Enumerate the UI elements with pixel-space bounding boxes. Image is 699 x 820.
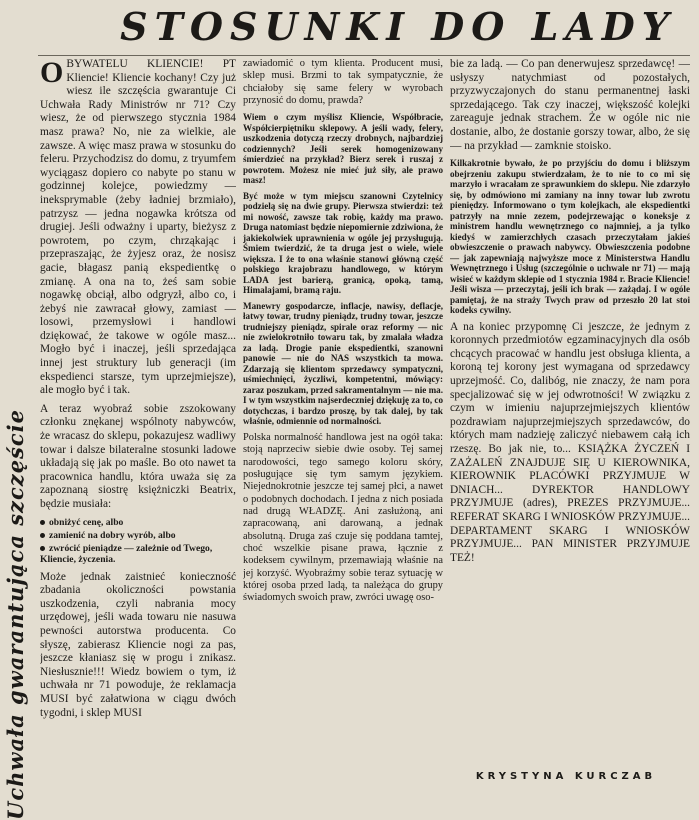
column-2 bbox=[243, 58, 443, 794]
paragraph: A teraz wyobraź sobie zszokowany członku znękanej wspólnoty nabywców, że wracasz do sklepu, pokazujesz wadliwy towar i dalsze bilateralne stosunki ladowe układają się jak po maśle. Bo oto nawet ta pracownica handlu, która uważa się za zapoznaną siostrę księżniczki Beatrix, będzie musiała: bbox=[40, 402, 236, 510]
drop-cap: O bbox=[40, 58, 64, 89]
list-item: zamienić na dobry wyrób, albo bbox=[40, 530, 236, 541]
side-title: Uchwała gwarantująca szczęście bbox=[3, 408, 28, 820]
column-divider bbox=[38, 55, 690, 56]
paragraph: Polska normalność handlowa jest na ogół taka: stoją naprzeciw siebie dwie osoby. Tej samej narodowości, tego samego koloru skóry, posługujące się tym samym językiem. Niejednokrotnie jeszcze tej samej płci, a nawet o podobnych dochodach. I jedna z nich posiada nad drugą WŁADZĘ. Ani zasłużoną, ani zapracowaną, ani darowaną, a jednak absolutną. Druga zaś czuje się poddana tamtej, choć wszelkie pisane prawa, łącznie z kodeksem cywilnym, przemawiają właśnie na jej korzyść. Wyobraźmy sobie teraz sytuację w której osoba przed ladą, ta należąca do grupy świadomych swoich praw, zwróci uwagę oso- bbox=[243, 431, 443, 604]
list-item: obniżyć cenę, albo bbox=[40, 517, 236, 528]
intro-paragraph bbox=[40, 58, 236, 398]
column-3 bbox=[450, 58, 690, 766]
article-title: STOSUNKI DO LADY bbox=[120, 4, 676, 49]
paragraph: Może jednak zaistnieć konieczność zbadania okoliczności powstania uszkodzenia, czyli nabrania mocy urzędowej, jeśli wada towaru nie nasuwa pewności autorstwa producenta. Co słyszę, zabierasz Kliencie nogi za pas, jeszcze kłaniasz się w progu i znikasz. Niesłusznie!!! Wiedz bowiem o tym, iż uchwała nr 71 powoduje, że reklamacja MUSI być załatwiona w ciągu dwóch tygodni, i sklep MUSI bbox=[40, 570, 236, 719]
column-1 bbox=[40, 58, 236, 794]
paragraph: A na koniec przypomnę Ci jeszcze, że jednym z koronnych przedmiotów egzaminacyjnych dla osób chcących pracować w handlu jest obsługa klienta, a koroną tej korony jest wymagana od sprzedawcy uprzejmość. Co, dalibóg, nie znaczy, że nam pora specjalizować się w jej odwrotności! W związku z czym w imieniu najuprzejmiejszych klientów pozdrawiam najuprzejmiejszych sprzedawców, do których mam nadzieję zaliczyć niebawem całą ich rzeszę. Bo jak nie, to... KSIĄŻKA ŻYCZEŃ I ZAŻALEŃ ZNAJDUJE SIĘ U KIEROWNIKA, KIEROWNIK PLACÓWKI PRZYJMUJE W DNIACH... DYREKTOR HANDLOWY PRZYJMUJE (adres), PREZES PRZYJMUJE... REFERAT SKARG I WNIOSKÓW PRZYJMUJE... DEPARTAMENT SKARG I WNIOSKÓW PRZYJMUJE... PAN MINISTER PRZYJMUJE TEŻ! bbox=[450, 320, 690, 564]
paragraph: zawiadomić o tym klienta. Producent musi, sklep musi. Brzmi to tak sympatycznie, że chciałoby się same felery w wyrobach przynosić do domu, prawda? bbox=[243, 58, 443, 107]
author-byline: KRYSTYNA KURCZAB bbox=[475, 771, 657, 782]
bullet-icon bbox=[40, 533, 45, 538]
list-item: zwrócić pieniądze — zależnie od Twego, Kliencie, życzenia. bbox=[40, 542, 213, 565]
intro-text: BYWATELU KLIENCIE! PT Kliencie! Kliencie kochany! Czy już wiesz ile szczęścia gwarantuje Ci Uchwała Rady Ministrów nr 71? Czy wiesz, że od pierwszego stycznia 1984 masz prawa? No, nie za wielkie, ale zawsze. A więc masz prawa w stosunku do feleru. Przychodzisz do domu, z tryumfem wyciągasz dopiero co nabyte po stanu w godzinnej kolejce, powiedzmy — ineksprymable (żeby ładniej brzmiało), patrzysz — jedna nogawka krótsza od drugiej. Jeśli odważny i uparty, bieżysz z powrotem, po czym, chrząkając i przepraszając, że żyjesz oraz, że nosisz gacie, błagasz panią ekspedientkę o zmianę. A ona na to, żeś sam sobie nogawkę obciął, albo odgryzł, albo co, i żebyś nie zawracał głowy, zamiast — losowi, przemysłowi i handlowi dziękować, że takowe w ogóle masz... Mogło być i inaczej, jeśli sprzedająca innej jest struktury lub generacji (im ekspedienci starsze, tym uprzejmiejsze), ale mogło być i tak. bbox=[40, 58, 236, 397]
paragraph: bie za ladą. — Co pan denerwujesz sprzedawcę! — usłyszy natychmiast od pozostałych, przyzwyczajonych do stanu permanentnej łaski sprzedającego. Tak czy inaczej, większość kolejki zareaguje jednak strachem. Że w ogóle nic nie dostanie, albo, że dostanie gorszy towar, albo, że się — na przykład — zamknie stoisko. bbox=[450, 58, 690, 152]
remedies-list bbox=[40, 517, 236, 565]
paragraph: Kilkakrotnie bywało, że po przyjściu do domu i bliższym obejrzeniu zakupu stwierdzałam, że to nie to co mi się marzyło i wracałam ze sprawunkiem do sklepu. Nie zdarzyło się, by odmówiono mi zamiany na inny towar lub zwrotu pieniędzy. Informowano o tym kolejkach, ale ekspedientki patrzyły na mnie zezem, podejrzewając o koneksje z ministrem handlu wewnętrznego co najmniej, a ja tylko kiedyś w zamierzchłych czasach przeczytałam jakieś obwieszczenie o prawach nabywcy. Obwieszczenia podobne — jak zapewniają najwyższe moce z Ministerstwa Handlu Wewnętrznego i Usług (szczególnie o uchwale nr 71) — mają wisieć w każdym sklepie od 1 stycznia 1984 r. Bracie Kliencie! Jeśli wisza — przeczytaj, jeśli ich brak — zażądaj. I w ogóle pamiętaj, że na straży Twych praw od przeszło 20 lat stoi kodeks cywilny. bbox=[450, 158, 690, 316]
bullet-icon bbox=[40, 546, 45, 551]
bullet-icon bbox=[40, 520, 45, 525]
paragraph: Wiem o czym myślisz Kliencie, Współbracie, Współcierpiętniku sklepowy. A jeśli wady, felery, uszkodzenia dotyczą rzeczy drobnych, najbardziej codziennych? Jeśli serek homogenizowany śmierdzieć na przykład? Bierz serek i ruszaj z powrotem. Możesz nie mieć już siły, ale prawo masz! bbox=[243, 112, 443, 186]
paragraph: Być może w tym miejscu szanowni Czytelnicy podzielą się na dwie grupy. Pierwsza stwierdzi: też mi nowość, zawsze tak robię, każdy ma prawo. Druga natomiast będzie niepomiernie zdziwiona, że jakiekolwiek uprawnienia w ogóle jej przysługują. Śmiem twierdzić, że ta druga jest o wiele, wiele większa. I że to ona właśnie stanowi główną część polskiego krajobrazu handlowego, w którym LADA jest barierą, granicą, opoką, tamą, Himalajami, bramą raju. bbox=[243, 190, 443, 296]
paragraph: Manewry gospodarcze, inflacje, nawisy, deflacje, łatwy towar, trudny pieniądz, trudny towar, jeszcze trudniejszy pieniądz, spirale oraz reformy — nic nie zwielokrotniło towaru tak, by zmalała władza za ladą. Drogie panie ekspedientki, szanowni panowie — nie do NAS wszystkich ta mowa. Zdarzają się klientom sprzedawcy sympatyczni, uśmiechnięci, życzliwi, kompetentni, mówiący: zaraz poszukam, przed sakramentalnym — nie ma. I w tym wszystkim najserdeczniej dziękuję za to, co dotychczas, i bardzo proszę, by tak dalej, by tak właśnie, odmiennie od normalności. bbox=[243, 300, 443, 427]
